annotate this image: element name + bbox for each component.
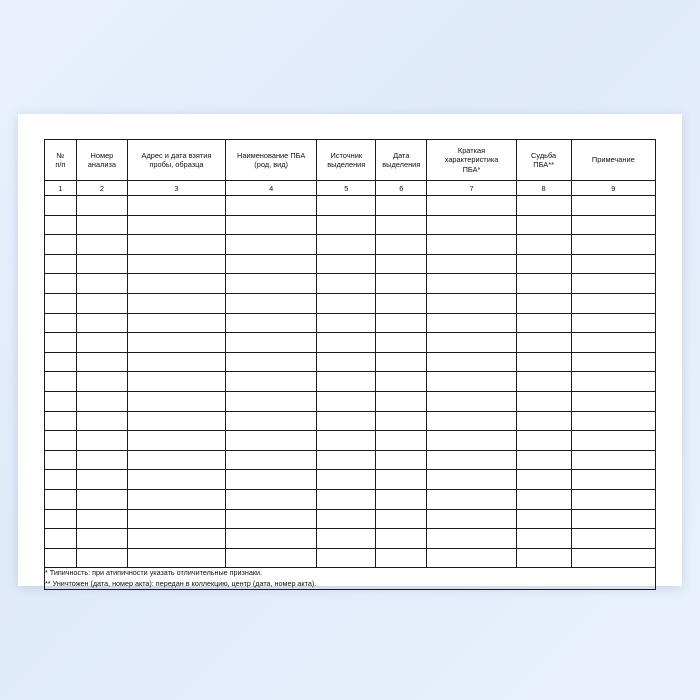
table-cell-empty[interactable] (76, 274, 127, 294)
table-cell-empty[interactable] (128, 313, 226, 333)
header-label-9: Примечание (591, 155, 635, 165)
table-cell-empty[interactable] (317, 489, 376, 509)
table-cell-empty[interactable] (225, 509, 317, 529)
table-cell-empty[interactable] (128, 333, 226, 353)
header-cell-6 (376, 140, 427, 181)
table-cell-empty[interactable] (571, 196, 655, 216)
table-cell-empty[interactable] (571, 431, 655, 451)
table-cell-empty[interactable] (45, 529, 77, 549)
table-cell-empty[interactable] (317, 254, 376, 274)
header-label-2: Номер анализа (87, 150, 117, 169)
table-cell-empty[interactable] (76, 411, 127, 431)
table-cell-empty[interactable] (45, 470, 77, 490)
table-row[interactable] (45, 411, 656, 431)
table-cell-empty[interactable] (128, 529, 226, 549)
table-cell-empty[interactable] (427, 470, 516, 490)
table-cell-empty[interactable] (225, 431, 317, 451)
table-cell-empty[interactable] (571, 215, 655, 235)
column-number-5: 5 (317, 181, 376, 196)
table-cell-empty[interactable] (128, 509, 226, 529)
table-row[interactable] (45, 372, 656, 392)
table-row[interactable] (45, 254, 656, 274)
table-cell-empty[interactable] (516, 431, 571, 451)
header-cell-1 (45, 140, 77, 181)
table-row[interactable] (45, 450, 656, 470)
table-cell-empty[interactable] (571, 529, 655, 549)
table-row[interactable] (45, 293, 656, 313)
table-cell-empty[interactable] (76, 391, 127, 411)
table-cell-empty[interactable] (376, 313, 427, 333)
table-row[interactable] (45, 431, 656, 451)
table-cell-empty[interactable] (427, 254, 516, 274)
table-cell-empty[interactable] (376, 548, 427, 568)
pba-register-table (44, 139, 656, 590)
table-cell-empty[interactable] (45, 431, 77, 451)
table-row[interactable] (45, 489, 656, 509)
table-cell-empty[interactable] (427, 196, 516, 216)
table-cell-empty[interactable] (45, 196, 77, 216)
table-cell-empty[interactable] (516, 254, 571, 274)
table-cell-empty[interactable] (45, 509, 77, 529)
table-cell-empty[interactable] (427, 509, 516, 529)
table-cell-empty[interactable] (516, 274, 571, 294)
table-cell-empty[interactable] (376, 509, 427, 529)
table-cell-empty[interactable] (225, 235, 317, 255)
table-cell-empty[interactable] (76, 470, 127, 490)
table-cell-empty[interactable] (45, 352, 77, 372)
table-row[interactable] (45, 509, 656, 529)
header-cell-3 (128, 140, 226, 181)
table-cell-empty[interactable] (376, 431, 427, 451)
table-cell-empty[interactable] (45, 274, 77, 294)
table-cell-empty[interactable] (516, 450, 571, 470)
column-number-9: 9 (571, 181, 655, 196)
header-label-1: № п/п (55, 150, 66, 169)
table-cell-empty[interactable] (76, 509, 127, 529)
table-cell-empty[interactable] (427, 352, 516, 372)
table-cell-empty[interactable] (427, 431, 516, 451)
header-cell-9 (571, 140, 655, 181)
table-cell-empty[interactable] (571, 293, 655, 313)
table-cell-empty[interactable] (317, 470, 376, 490)
table-cell-empty[interactable] (571, 470, 655, 490)
column-number-1: 1 (45, 181, 77, 196)
table-cell-empty[interactable] (427, 450, 516, 470)
table-cell-empty[interactable] (225, 254, 317, 274)
table-row[interactable] (45, 529, 656, 549)
table-cell-empty[interactable] (571, 548, 655, 568)
header-label-8: Судьба ПБА** (531, 150, 557, 169)
header-label-3: Адрес и дата взятия пробы, образца (141, 150, 212, 169)
table-cell-empty[interactable] (128, 196, 226, 216)
table-cell-empty[interactable] (225, 372, 317, 392)
table-cell-empty[interactable] (376, 333, 427, 353)
table-cell-empty[interactable] (376, 450, 427, 470)
table-cell-empty[interactable] (516, 293, 571, 313)
table-cell-empty[interactable] (45, 489, 77, 509)
table-cell-empty[interactable] (376, 489, 427, 509)
table-cell-empty[interactable] (427, 529, 516, 549)
table-cell-empty[interactable] (45, 235, 77, 255)
column-number-7: 7 (427, 181, 516, 196)
table-cell-empty[interactable] (571, 489, 655, 509)
table-cell-empty[interactable] (45, 313, 77, 333)
table-cell-empty[interactable] (427, 489, 516, 509)
table-cell-empty[interactable] (427, 293, 516, 313)
table-cell-empty[interactable] (76, 489, 127, 509)
table-cell-empty[interactable] (317, 411, 376, 431)
table-cell-empty[interactable] (427, 333, 516, 353)
header-cell-5 (317, 140, 376, 181)
table-cell-empty[interactable] (128, 450, 226, 470)
table-area (44, 139, 656, 588)
table-cell-empty[interactable] (317, 196, 376, 216)
footnote-1: * Типичность: при атипичности указать отличительные признаки. (45, 568, 262, 578)
header-label-6: Дата выделения (382, 150, 421, 169)
column-number-6: 6 (376, 181, 427, 196)
footnote-row (45, 568, 656, 590)
table-cell-empty[interactable] (225, 333, 317, 353)
table-cell-empty[interactable] (516, 489, 571, 509)
footnote-2: ** Уничтожен (дата, номер акта): передан в коллекцию, центр (дата, номер акта). (45, 578, 317, 588)
table-row[interactable] (45, 215, 656, 235)
table-header (45, 140, 656, 181)
table-cell-empty[interactable] (376, 391, 427, 411)
table-cell-empty[interactable] (571, 274, 655, 294)
table-cell-empty[interactable] (45, 391, 77, 411)
table-cell-empty[interactable] (225, 274, 317, 294)
table-cell-empty[interactable] (427, 411, 516, 431)
table-cell-empty[interactable] (516, 333, 571, 353)
table-cell-empty[interactable] (376, 529, 427, 549)
table-cell-empty[interactable] (427, 372, 516, 392)
table-cell-empty[interactable] (76, 196, 127, 216)
table-cell-empty[interactable] (128, 293, 226, 313)
table-cell-empty[interactable] (516, 215, 571, 235)
table-cell-empty[interactable] (45, 293, 77, 313)
table-cell-empty[interactable] (317, 352, 376, 372)
table-cell-empty[interactable] (225, 489, 317, 509)
table-cell-empty[interactable] (571, 391, 655, 411)
table-row[interactable] (45, 235, 656, 255)
table-cell-empty[interactable] (317, 372, 376, 392)
table-cell-empty[interactable] (225, 548, 317, 568)
table-cell-empty[interactable] (45, 372, 77, 392)
table-cell-empty[interactable] (317, 235, 376, 255)
table-cell-empty[interactable] (516, 372, 571, 392)
table-cell-empty[interactable] (376, 215, 427, 235)
table-cell-empty[interactable] (516, 470, 571, 490)
table-cell-empty[interactable] (376, 254, 427, 274)
table-cell-empty[interactable] (317, 391, 376, 411)
table-cell-empty[interactable] (427, 391, 516, 411)
table-footnotes (45, 568, 656, 590)
table-cell-empty[interactable] (376, 352, 427, 372)
table-cell-empty[interactable] (128, 411, 226, 431)
header-label-4: Наименование ПБА (род, вид) (237, 150, 306, 169)
table-cell-empty[interactable] (76, 313, 127, 333)
table-cell-empty[interactable] (516, 352, 571, 372)
table-cell-empty[interactable] (76, 293, 127, 313)
table-cell-empty[interactable] (76, 235, 127, 255)
table-cell-empty[interactable] (571, 333, 655, 353)
table-cell-empty[interactable] (317, 274, 376, 294)
table-cell-empty[interactable] (45, 215, 77, 235)
column-number-3: 3 (128, 181, 226, 196)
table-cell-empty[interactable] (516, 411, 571, 431)
table-cell-empty[interactable] (45, 254, 77, 274)
table-cell-empty[interactable] (45, 411, 77, 431)
table-cell-empty[interactable] (571, 235, 655, 255)
table-cell-empty[interactable] (317, 215, 376, 235)
table-cell-empty[interactable] (516, 509, 571, 529)
table-cell-empty[interactable] (225, 470, 317, 490)
table-cell-empty[interactable] (376, 293, 427, 313)
table-cell-empty[interactable] (128, 352, 226, 372)
table-cell-empty[interactable] (571, 254, 655, 274)
table-cell-empty[interactable] (76, 372, 127, 392)
table-cell-empty[interactable] (45, 333, 77, 353)
table-cell-empty[interactable] (317, 293, 376, 313)
table-row[interactable] (45, 333, 656, 353)
header-cell-2 (76, 140, 127, 181)
table-cell-empty[interactable] (427, 235, 516, 255)
table-cell-empty[interactable] (317, 431, 376, 451)
table-cell-empty[interactable] (225, 215, 317, 235)
table-cell-empty[interactable] (317, 450, 376, 470)
table-cell-empty[interactable] (427, 548, 516, 568)
header-label-5: Источник выделения (327, 150, 366, 169)
table-cell-empty[interactable] (128, 470, 226, 490)
table-cell-empty[interactable] (128, 391, 226, 411)
table-cell-empty[interactable] (128, 274, 226, 294)
table-cell-empty[interactable] (376, 411, 427, 431)
table-cell-empty[interactable] (128, 431, 226, 451)
header-cell-4 (225, 140, 317, 181)
table-row[interactable] (45, 548, 656, 568)
table-cell-empty[interactable] (571, 352, 655, 372)
table-row[interactable] (45, 274, 656, 294)
header-cell-7 (427, 140, 516, 181)
table-cell-empty[interactable] (317, 333, 376, 353)
table-cell-empty[interactable] (128, 254, 226, 274)
table-cell-empty[interactable] (516, 529, 571, 549)
table-row[interactable] (45, 391, 656, 411)
table-cell-empty[interactable] (128, 489, 226, 509)
table-cell-empty[interactable] (317, 313, 376, 333)
table-cell-empty[interactable] (225, 352, 317, 372)
table-cell-empty[interactable] (225, 196, 317, 216)
table-cell-empty[interactable] (376, 372, 427, 392)
table-cell-empty[interactable] (225, 450, 317, 470)
table-row[interactable] (45, 196, 656, 216)
table-cell-empty[interactable] (128, 548, 226, 568)
table-row[interactable] (45, 313, 656, 333)
table-cell-empty[interactable] (76, 431, 127, 451)
table-row[interactable] (45, 470, 656, 490)
table-cell-empty[interactable] (571, 313, 655, 333)
table-cell-empty[interactable] (571, 509, 655, 529)
column-number-row (45, 181, 656, 196)
table-cell-empty[interactable] (376, 274, 427, 294)
table-body (45, 181, 656, 568)
table-cell-empty[interactable] (427, 274, 516, 294)
table-cell-empty[interactable] (376, 235, 427, 255)
table-cell-empty[interactable] (571, 372, 655, 392)
table-cell-empty[interactable] (516, 391, 571, 411)
table-cell-empty[interactable] (76, 450, 127, 470)
table-cell-empty[interactable] (225, 293, 317, 313)
table-cell-empty[interactable] (516, 548, 571, 568)
table-cell-empty[interactable] (76, 352, 127, 372)
table-cell-empty[interactable] (225, 391, 317, 411)
table-cell-empty[interactable] (516, 313, 571, 333)
table-cell-empty[interactable] (45, 450, 77, 470)
table-cell-empty[interactable] (516, 235, 571, 255)
document-sheet (18, 114, 682, 586)
table-cell-empty[interactable] (76, 548, 127, 568)
table-cell-empty[interactable] (225, 411, 317, 431)
table-cell-empty[interactable] (76, 333, 127, 353)
header-label-7: Краткая характеристика ПБА* (444, 146, 499, 174)
table-cell-empty[interactable] (376, 470, 427, 490)
table-cell-empty[interactable] (571, 411, 655, 431)
table-cell-empty[interactable] (427, 313, 516, 333)
table-cell-empty[interactable] (427, 215, 516, 235)
table-cell-empty[interactable] (76, 215, 127, 235)
column-number-2: 2 (76, 181, 127, 196)
table-cell-empty[interactable] (128, 235, 226, 255)
table-cell-empty[interactable] (76, 254, 127, 274)
table-cell-empty[interactable] (128, 372, 226, 392)
table-row[interactable] (45, 352, 656, 372)
column-number-4: 4 (225, 181, 317, 196)
table-cell-empty[interactable] (516, 196, 571, 216)
table-cell-empty[interactable] (571, 450, 655, 470)
column-number-8: 8 (516, 181, 571, 196)
table-cell-empty[interactable] (225, 313, 317, 333)
header-cell-8 (516, 140, 571, 181)
table-cell-empty[interactable] (45, 548, 77, 568)
table-cell-empty[interactable] (76, 529, 127, 549)
table-cell-empty[interactable] (317, 509, 376, 529)
table-cell-empty[interactable] (317, 548, 376, 568)
table-cell-empty[interactable] (128, 215, 226, 235)
header-row (45, 140, 656, 181)
table-cell-empty[interactable] (317, 529, 376, 549)
table-cell-empty[interactable] (376, 196, 427, 216)
table-cell-empty[interactable] (225, 529, 317, 549)
footnote-cell (45, 568, 656, 590)
